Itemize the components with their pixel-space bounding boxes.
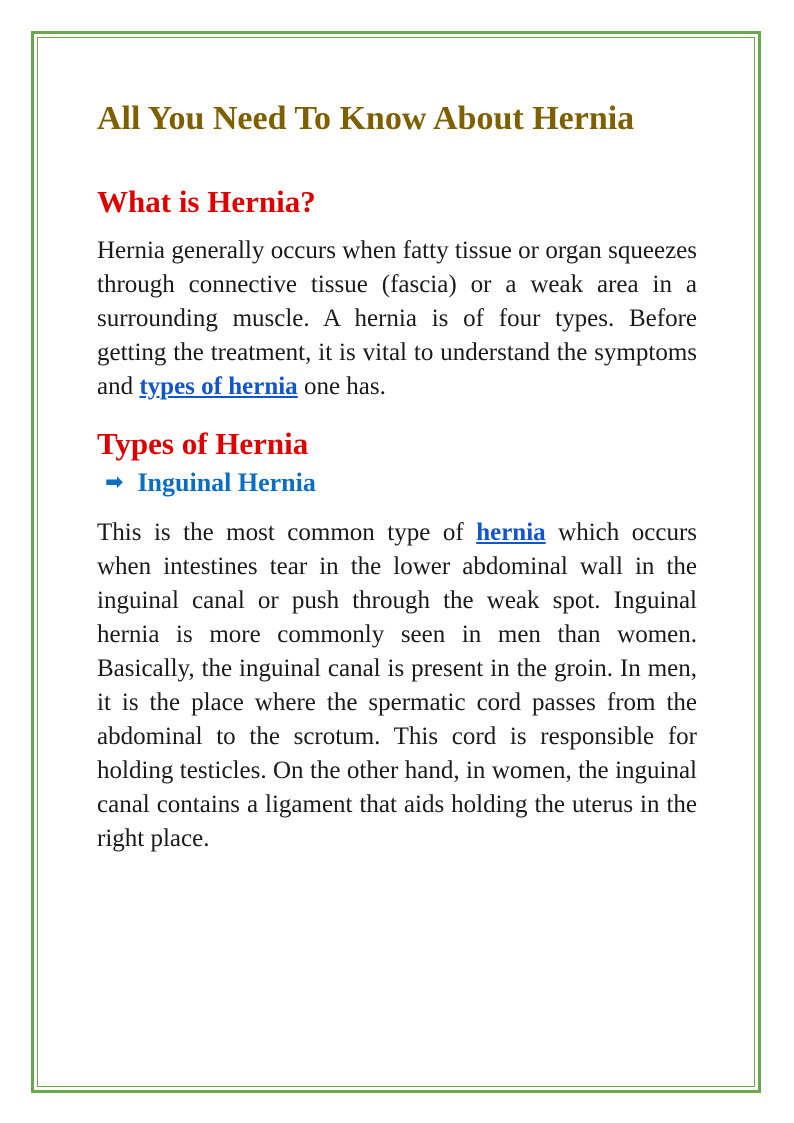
paragraph-what-is-hernia xyxy=(97,234,697,404)
subheading-label: Inguinal Hernia xyxy=(137,468,316,497)
arrow-right-icon: ➡ xyxy=(105,470,124,495)
section-heading-types-of-hernia: Types of Hernia xyxy=(97,426,309,461)
document-content xyxy=(97,96,697,856)
subheading-inguinal-hernia xyxy=(105,466,697,500)
paragraph-text: one has. xyxy=(297,373,386,400)
types-of-hernia-link[interactable]: types of hernia xyxy=(139,373,298,400)
page-title: All You Need To Know About Hernia xyxy=(97,100,635,137)
section-heading-what-is-hernia: What is Hernia? xyxy=(97,184,316,219)
hernia-link[interactable]: hernia xyxy=(476,519,546,546)
paragraph-inguinal-hernia xyxy=(97,516,697,856)
paragraph-text: which occurs when intestines tear in the lower abdominal wall in the inguinal canal or push through the weak spot. Inguinal hernia is more commonly seen in men than women. Basically, the inguinal canal is present in the groin. In men, it is the place where the spermatic cord passes from the abdominal to the scrotum. This cord is responsible for holding testicles. On the other hand, in women, the inguinal canal contains a ligament that aids holding the uterus in the right place. xyxy=(97,519,697,852)
paragraph-text: This is the most common type of xyxy=(97,519,477,546)
paragraph-text: Hernia generally occurs when fatty tissue or organ squeezes through connective tissue (fascia) or a weak area in a surrounding muscle. A hernia is of four types. Before getting the treatment, it is vital to understand the symptoms and xyxy=(97,237,697,400)
